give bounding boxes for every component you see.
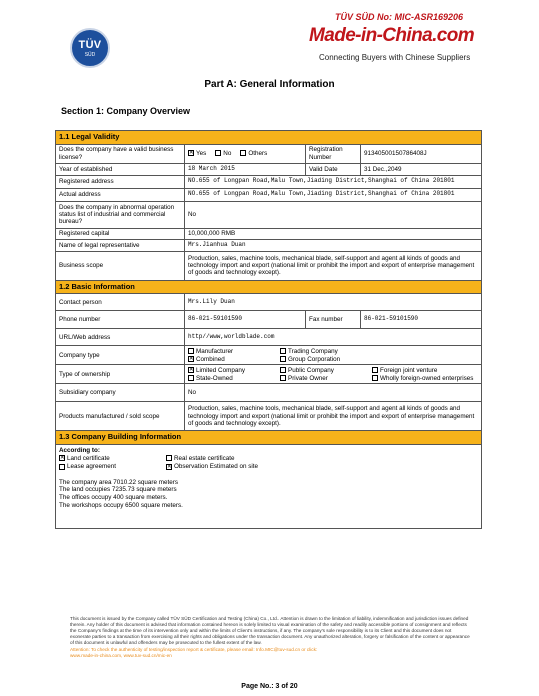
- checkbox-icon: [280, 375, 286, 381]
- building-info-heading: 1.3 Company Building Information: [56, 431, 482, 445]
- checkbox-checked-icon: [166, 464, 172, 470]
- checkbox-checked-icon: [188, 150, 194, 156]
- ownership-label: Type of ownership: [56, 365, 185, 384]
- phone-label: Phone number: [56, 311, 185, 329]
- checkbox-icon: [372, 375, 378, 381]
- reg-number-value: 91340500150786408J: [361, 144, 482, 163]
- checkbox-icon: [372, 367, 378, 373]
- reg-number-label: Registration Number: [306, 144, 361, 163]
- page-number: Page No.: 3 of 20: [241, 683, 298, 690]
- tuv-logo-subtext: SÜD: [84, 52, 96, 58]
- company-type-options: [185, 346, 482, 365]
- abnormal-status-label: Does the company in abnormal operation status list of industrial and commercial bureau?: [56, 201, 185, 228]
- checkbox-checked-icon: [59, 455, 65, 461]
- ownership-options: [185, 365, 482, 384]
- legal-validity-heading: 1.1 Legal Validity: [56, 131, 482, 145]
- url-label: URL/Web address: [56, 329, 185, 346]
- tuv-logo-text: TÜV: [78, 39, 102, 51]
- license-option-others[interactable]: Others: [240, 150, 267, 157]
- legal-rep-value: Mrs.Jianhua Duan: [185, 239, 482, 251]
- license-option-no[interactable]: No: [215, 150, 231, 157]
- area-statement: The workshops occupy 6500 square meters.: [59, 502, 183, 510]
- ownership-option-private[interactable]: Private Owner: [280, 375, 363, 382]
- reg-address-value: NO.655 of Longpan Road,Malu Town,Jiading District,Shanghai of China 201801: [185, 175, 482, 188]
- building-option-lease[interactable]: Lease agreement: [59, 463, 157, 470]
- company-overview-table: [55, 130, 482, 529]
- according-to-label: According to:: [59, 446, 100, 454]
- established-label: Year of established: [56, 163, 185, 175]
- area-statement: The company area 7010.22 square meters: [59, 478, 179, 486]
- license-label: Does the company have a valid business license?: [56, 144, 185, 163]
- checkbox-icon: [280, 356, 286, 362]
- checkbox-icon: [240, 150, 246, 156]
- established-value: 18 March 2015: [185, 163, 306, 175]
- type-option-manufacturer[interactable]: Manufacturer: [188, 348, 271, 355]
- ownership-option-state-owned[interactable]: State-Owned: [188, 375, 271, 382]
- license-options: [185, 144, 306, 163]
- url-value: http//www,worldblade.com: [185, 329, 482, 346]
- footer-disclaimer: [70, 616, 470, 659]
- products-label: Products manufactured / sold scope: [56, 402, 185, 431]
- products-value: Production, sales, machine tools, mechanical blade, self-support and agent all kinds of goods and technology import and export (national limit or prohibit the import and export of enterprise management of goods and technology except).: [185, 402, 482, 431]
- license-option-yes[interactable]: ✕Yes: [188, 150, 206, 157]
- capital-label: Registered capital: [56, 228, 185, 239]
- area-statement: The land occupies 7235.73 square meters: [59, 486, 177, 494]
- checkbox-icon: [280, 348, 286, 354]
- actual-address-label: Actual address: [56, 188, 185, 201]
- building-info-body: [56, 444, 482, 528]
- business-scope-value: Production, sales, machine tools, mechanical blade, self-support and agent all kinds of goods and technology import and export (national limit or prohibit the import and export of enterprise management of goods and technology except).: [185, 251, 482, 280]
- made-in-china-tagline: Connecting Buyers with Chinese Suppliers: [319, 53, 471, 62]
- checkbox-icon: [188, 375, 194, 381]
- phone-value: 86-021-59101590: [185, 311, 306, 329]
- type-option-group-corporation[interactable]: Group Corporation: [280, 356, 363, 363]
- made-in-china-logo: Made-in-China.com: [309, 25, 475, 46]
- checkbox-checked-icon: [188, 356, 194, 362]
- checkbox-icon: [166, 455, 172, 461]
- checkbox-icon: [215, 150, 221, 156]
- footer-links[interactable]: www.made-in-china.com, www.tuv-sud.cn/mic-en: [70, 652, 172, 658]
- document-number: TÜV SÜD No: MIC-ASR169206: [334, 12, 463, 22]
- subsidiary-value: No: [185, 384, 482, 402]
- section-title: Section 1: Company Overview: [61, 106, 191, 116]
- type-option-trading-company[interactable]: Trading Company: [280, 348, 363, 355]
- type-option-combined[interactable]: ✕Combined: [188, 356, 271, 363]
- area-statement: The offices occupy 400 square meters.: [59, 494, 168, 502]
- checkbox-icon: [188, 348, 194, 354]
- tuv-sud-logo: [70, 28, 110, 68]
- legal-rep-label: Name of legal representative: [56, 239, 185, 251]
- fax-value: 86-021-59101590: [361, 311, 482, 329]
- contact-label: Contact person: [56, 294, 185, 311]
- valid-date-value: 31 Dec.,2049: [361, 163, 482, 175]
- ownership-option-public[interactable]: Public Company: [280, 367, 363, 374]
- company-type-label: Company type: [56, 346, 185, 365]
- reg-address-label: Registered address: [56, 175, 185, 188]
- basic-info-heading: 1.2 Basic Information: [56, 280, 482, 294]
- fax-label: Fax number: [306, 311, 361, 329]
- part-title: Part A: General Information: [204, 79, 335, 90]
- building-option-land-certificate[interactable]: ✕Land certificate: [59, 455, 157, 462]
- subsidiary-label: Subsidiary company: [56, 384, 185, 402]
- valid-date-label: Valid Date: [306, 163, 361, 175]
- verify-line: Attention: To check the authenticity of testing/inspection report & certificate, please email: Info.MIC@tuv-sud.cn or click:: [70, 646, 318, 652]
- contact-value: Mrs.Lily Duan: [185, 294, 482, 311]
- abnormal-status-value: No: [185, 201, 482, 228]
- checkbox-icon: [59, 464, 65, 470]
- building-option-real-estate[interactable]: Real estate certificate: [166, 455, 337, 462]
- business-scope-label: Business scope: [56, 251, 185, 280]
- checkbox-checked-icon: [188, 367, 194, 373]
- disclaimer-text: This document is issued by the Company called TÜV SÜD Certification and Testing (China) Co., Ltd.. Attention is drawn to the limitation of liability, indemnification and jurisdiction issues defined therein. Any holder of this document is advised that information contained hereon is solely limited to visual examination of the safety and readily accessible portions of consignment and reflects the Company's findings at the time of its intervention only and within the limits of Client's instructions, if any. The company's sole responsibility is to its Client and this document does not exonerate parties to a transaction from exercising all their rights and obligations under the transaction document. Any unauthorized alteration, forgery or falsification of the content or appearance of this document is unlawful and offenders may be prosecuted to the fullest extent of the law.: [70, 616, 470, 646]
- checkbox-icon: [280, 367, 286, 373]
- actual-address-value: NO.655 of Longpan Road,Malu Town,Jiading District,Shanghai of China 201801: [185, 188, 482, 201]
- ownership-option-wholly-foreign[interactable]: Wholly foreign-owned enterprises: [372, 375, 455, 382]
- building-option-observation[interactable]: ✕ Observation Estimated on site: [166, 463, 337, 470]
- ownership-option-foreign-jv[interactable]: Foreign joint venture: [372, 367, 455, 374]
- ownership-option-limited[interactable]: ✕Limited Company: [188, 367, 271, 374]
- capital-value: 10,000,000 RMB: [185, 228, 482, 239]
